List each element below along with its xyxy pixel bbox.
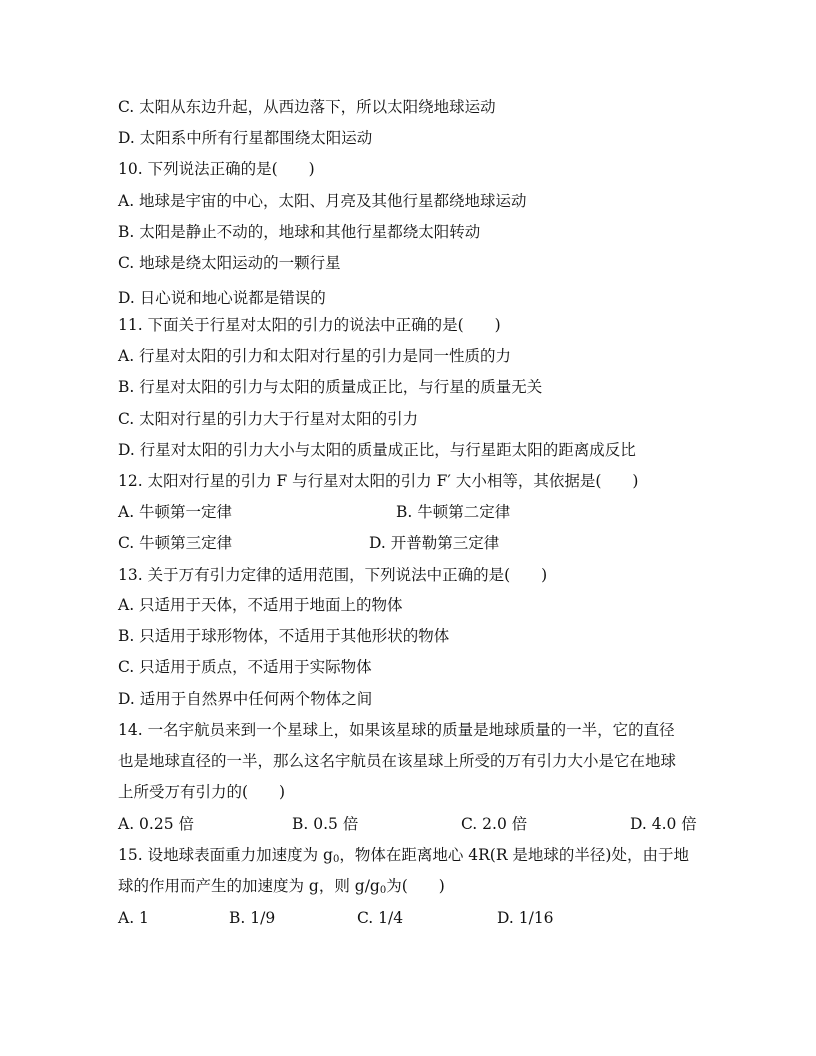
q9-option-d: D. 太阳系中所有行星都围绕太阳运动 <box>118 129 373 147</box>
q13-option-b: B. 只适用于球形物体，不适用于其他形状的物体 <box>118 627 450 645</box>
q9-option-c: C. 太阳从东边升起，从西边落下，所以太阳绕地球运动 <box>118 98 496 116</box>
q10-stem: 10. 下列说法正确的是( ) <box>118 160 315 178</box>
q13-option-d: D. 适用于自然界中任何两个物体之间 <box>118 690 373 708</box>
q12-stem: 12. 太阳对行星的引力 F 与行星对太阳的引力 F′ 大小相等，其依据是( ) <box>118 472 639 490</box>
q10-option-b: B. 太阳是静止不动的，地球和其他行星都绕太阳转动 <box>118 223 481 241</box>
q15-option-c: C. 1/4 <box>357 909 404 927</box>
q11-option-a: A. 行星对太阳的引力和太阳对行星的引力是同一性质的力 <box>118 347 512 365</box>
q13-option-c: C. 只适用于质点，不适用于实际物体 <box>118 658 372 676</box>
q14-stem-line1: 14. 一名宇航员来到一个星球上，如果该星球的质量是地球质量的一半，它的直径 <box>118 721 675 739</box>
q11-option-b: B. 行星对太阳的引力与太阳的质量成正比，与行星的质量无关 <box>118 378 543 396</box>
q12-option-d: D. 开普勒第三定律 <box>369 534 500 552</box>
q12-option-b: B. 牛顿第二定律 <box>396 503 511 521</box>
q15-stem-line1: 15. 设地球表面重力加速度为 $g_0$，物体在距离地心 4R(R 是地球的半径)处，由于地 <box>118 846 689 865</box>
q14-option-c: C. 2.0 倍 <box>461 815 528 833</box>
q15-option-a: A. 1 <box>118 909 149 927</box>
q12-option-c: C. 牛顿第三定律 <box>118 534 233 552</box>
q11-option-d: D. 行星对太阳的引力大小与太阳的质量成正比，与行星距太阳的距离成反比 <box>118 441 636 459</box>
q11-option-c: C. 太阳对行星的引力大于行星对太阳的引力 <box>118 410 419 428</box>
q15-option-b: B. 1/9 <box>229 909 276 927</box>
q14-option-a: A. 0.25 倍 <box>118 815 194 833</box>
q15-stem-line2: 球的作用而产生的加速度为 g，则 $g/g_0$为( ) <box>118 877 445 896</box>
q12-option-a: A. 牛顿第一定律 <box>118 503 233 521</box>
q14-option-d: D. 4.0 倍 <box>630 815 697 833</box>
q10-option-a: A. 地球是宇宙的中心，太阳、月亮及其他行星都绕地球运动 <box>118 192 527 210</box>
q14-option-b: B. 0.5 倍 <box>292 815 359 833</box>
q10-option-c: C. 地球是绕太阳运动的一颗行星 <box>118 254 341 272</box>
q13-option-a: A. 只适用于天体，不适用于地面上的物体 <box>118 596 403 614</box>
q10-option-d: D. 日心说和地心说都是错误的 <box>118 289 326 307</box>
q14-stem-line3: 上所受万有引力的( ) <box>118 783 286 801</box>
q15-option-d: D. 1/16 <box>497 909 554 927</box>
q14-stem-line2: 也是地球直径的一半，那么这名宇航员在该星球上所受的万有引力大小是它在地球 <box>118 752 677 770</box>
q13-stem: 13. 关于万有引力定律的适用范围，下列说法中正确的是( ) <box>118 566 548 584</box>
q11-stem: 11. 下面关于行星对太阳的引力的说法中正确的是( ) <box>118 316 501 334</box>
